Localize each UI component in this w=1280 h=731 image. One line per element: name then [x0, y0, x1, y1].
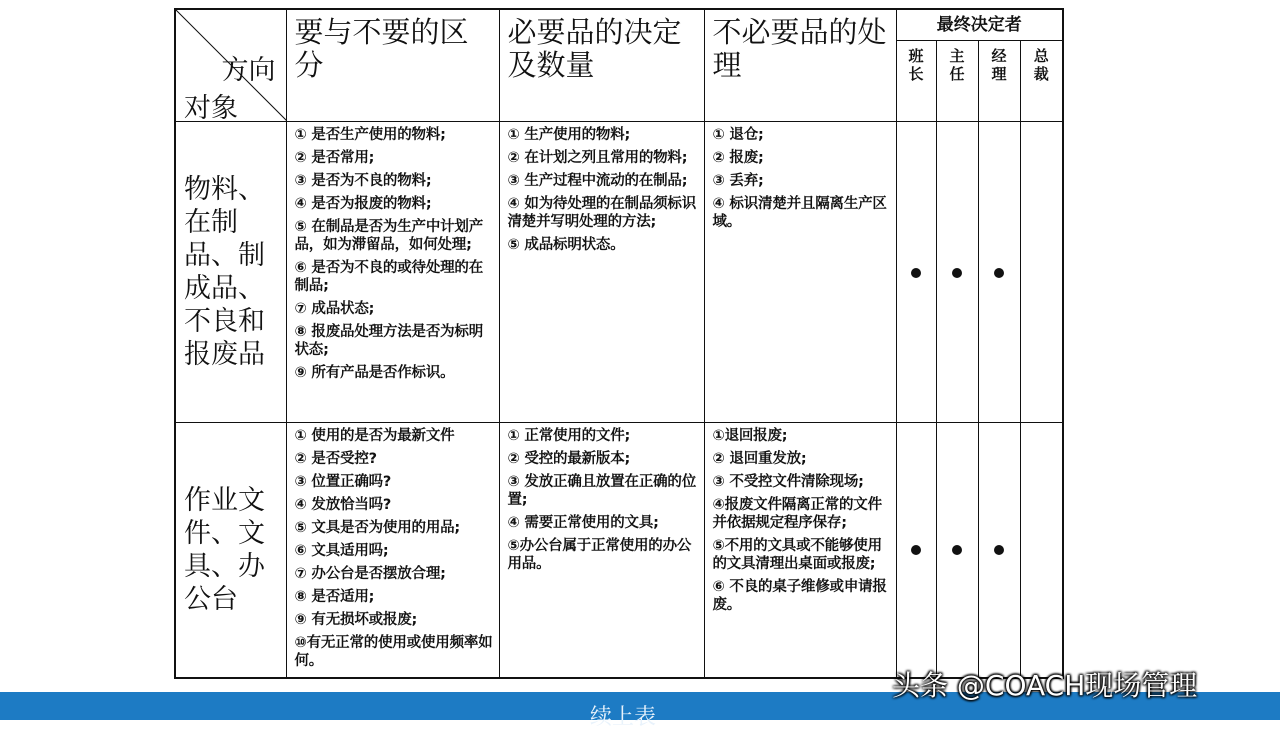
direction-label: 方向	[221, 55, 276, 86]
list-item: ⑧ 是否适用;	[294, 589, 375, 605]
continue-label: 续上表	[590, 705, 657, 730]
table-row	[175, 122, 1063, 423]
role-label: 班 长	[908, 47, 924, 83]
role-president	[1020, 41, 1063, 122]
list-item: ⑤办公台属于正常使用的办公用品。	[507, 538, 692, 572]
list-item: ① 正常使用的文件;	[507, 428, 631, 444]
list-item: ⑤不用的文具或不能够使用的文具清理出桌面或报废;	[712, 538, 882, 572]
row-col3-list	[704, 122, 896, 423]
mark-cell	[978, 423, 1020, 678]
decision-dot	[911, 545, 921, 555]
list-item: ① 生产使用的物料;	[507, 127, 631, 143]
mark-cell	[896, 122, 936, 423]
role-label: 主 任	[949, 47, 965, 83]
list-item: ⑦ 成品状态;	[294, 301, 375, 317]
list-item: ③ 丢弃;	[712, 173, 764, 189]
list-item: ⑤ 在制品是否为生产中计划产品，如为滞留品，如何处理;	[294, 219, 484, 253]
list-item: ⑨ 所有产品是否作标识。	[294, 365, 455, 381]
list-item: ③ 发放正确且放置在正确的位置;	[507, 474, 697, 508]
list-item: ② 在计划之列且常用的物料;	[507, 150, 688, 166]
role-manager	[978, 41, 1020, 122]
role-label: 总 裁	[1033, 47, 1049, 83]
row-col2-list	[499, 423, 704, 678]
list-item: ② 退回重发放;	[712, 451, 807, 467]
list-item: ④ 发放恰当吗?	[294, 497, 392, 513]
list-item: ④ 标识清楚并且隔离生产区域。	[712, 196, 887, 230]
mark-cell	[1020, 122, 1063, 423]
row-object: 物料、在制品、制成品、不良和报废品	[175, 122, 286, 423]
decision-dot	[911, 268, 921, 278]
mark-cell	[936, 423, 978, 678]
list-item: ⑥ 文具适用吗;	[294, 543, 389, 559]
decision-dot	[994, 268, 1004, 278]
list-item: ⑤ 文具是否为使用的用品;	[294, 520, 461, 536]
decision-dot	[952, 545, 962, 555]
header-col3: 不必要品的处理	[712, 15, 887, 82]
diagonal-header-cell	[175, 9, 286, 122]
mark-cell	[1020, 423, 1063, 678]
mark-cell	[978, 122, 1020, 423]
watermark-text: 头条 @COACH现场管理	[892, 669, 1198, 702]
final-decider-title: 最终决定者	[896, 9, 1063, 41]
object-label: 对象	[184, 93, 238, 122]
role-label: 经 理	[991, 47, 1007, 83]
table-container	[174, 8, 1064, 679]
list-item: ④ 如为待处理的在制品须标识清楚并写明处理的方法;	[507, 196, 697, 230]
list-item: ① 使用的是否为最新文件	[294, 428, 455, 444]
list-item: ⑧ 报废品处理方法是否为标明状态;	[294, 324, 484, 358]
list-item: ⑥ 不良的桌子维修或申请报废。	[712, 579, 887, 613]
mark-cell	[936, 122, 978, 423]
list-item: ② 报废;	[712, 150, 764, 166]
role-director	[936, 41, 978, 122]
row-object: 作业文件、文具、办公台	[175, 423, 286, 678]
list-item: ③ 位置正确吗?	[294, 474, 392, 490]
list-item: ④ 是否为报废的物料;	[294, 196, 432, 212]
sorting-table	[174, 8, 1064, 679]
header-col2: 必要品的决定及数量	[507, 15, 682, 82]
list-item: ① 退仓;	[712, 127, 764, 143]
row-col3-list	[704, 423, 896, 678]
list-item: ⑩有无正常的使用或使用频率如何。	[294, 635, 493, 669]
header-col3-cell	[704, 9, 896, 122]
role-squad-leader	[896, 41, 936, 122]
list-item: ② 是否常用;	[294, 150, 375, 166]
list-item: ④报废文件隔离正常的文件并依据规定程序保存;	[712, 497, 882, 531]
list-item: ① 是否生产使用的物料;	[294, 127, 446, 143]
list-item: ①退回报废;	[712, 428, 788, 444]
list-item: ⑦ 办公台是否摆放合理;	[294, 566, 446, 582]
header-col1: 要与不要的区分	[294, 15, 469, 82]
header-col2-cell	[499, 9, 704, 122]
list-item: ⑨ 有无损坏或报废;	[294, 612, 418, 628]
list-item: ⑥ 是否为不良的或待处理的在制品;	[294, 260, 484, 294]
mark-cell	[896, 423, 936, 678]
row-col1-list	[286, 423, 499, 678]
list-item: ② 是否受控?	[294, 451, 377, 467]
decision-dot	[952, 268, 962, 278]
decision-dot	[994, 545, 1004, 555]
list-item: ④ 需要正常使用的文具;	[507, 515, 659, 531]
row-col1-list	[286, 122, 499, 423]
row-col2-list	[499, 122, 704, 423]
list-item: ③ 是否为不良的物料;	[294, 173, 432, 189]
list-item: ③ 生产过程中流动的在制品;	[507, 173, 688, 189]
list-item: ③ 不受控文件清除现场;	[712, 474, 864, 490]
list-item: ⑤ 成品标明状态。	[507, 237, 625, 253]
table-row	[175, 423, 1063, 678]
header-col1-cell	[286, 9, 499, 122]
list-item: ② 受控的最新版本;	[507, 451, 631, 467]
